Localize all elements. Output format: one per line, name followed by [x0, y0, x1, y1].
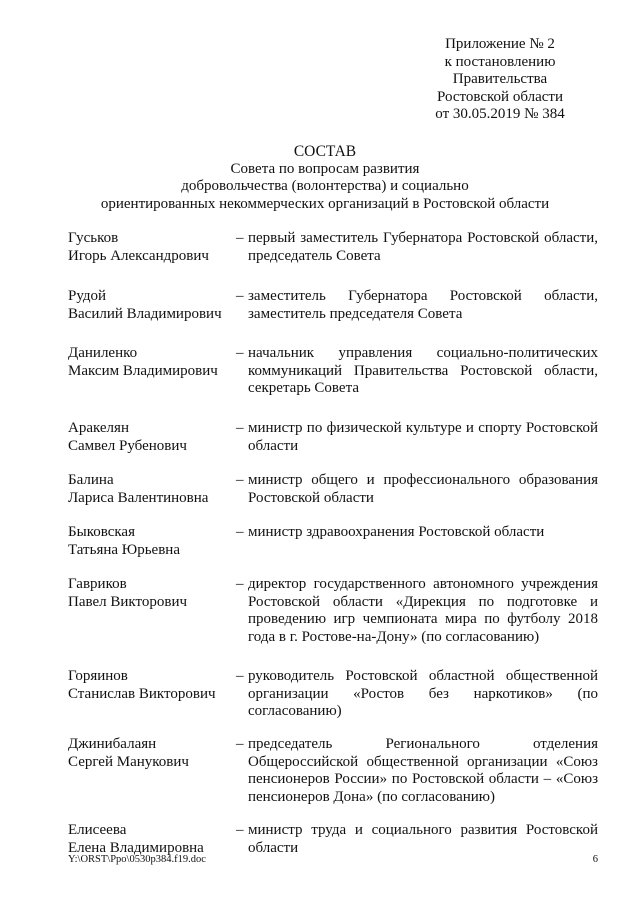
member-entry — [68, 230, 598, 288]
annex-line: Правительства — [452, 71, 548, 87]
member-entry — [68, 524, 598, 576]
annex-block — [425, 36, 575, 124]
member-given-name: Игорь Александрович — [68, 247, 209, 264]
dash: – — [236, 668, 244, 684]
dash: – — [236, 288, 244, 304]
document-title: СОСТАВ — [293, 143, 357, 160]
member-role: заместитель Губернатора Ростовской области, заместитель председателя Совета — [248, 288, 598, 322]
member-given-name: Самвел Рубенович — [68, 437, 187, 454]
member-given-name: Василий Владимирович — [68, 305, 222, 322]
dash: – — [236, 345, 244, 361]
member-role: министр общего и профессионального образования Ростовской области — [248, 472, 598, 506]
member-given-name: Максим Владимирович — [68, 362, 218, 379]
annex-line: к постановлению — [444, 53, 556, 70]
member-role: директор государственного автономного учреждения Ростовской области «Дирекция по подготовке и проведению игр чемпионата мира по футболу 2018 года в г. Ростове-на-Дону» (по согласованию) — [248, 576, 598, 645]
member-given-name: Сергей Манукович — [68, 753, 189, 770]
heading-line: ориентированных некоммерческих организаций в Ростовской области — [100, 195, 550, 212]
member-entry — [68, 288, 598, 345]
member-given-name: Станислав Викторович — [68, 685, 216, 702]
member-role: министр по физической культуре и спорту Ростовской области — [248, 420, 598, 454]
member-entry — [68, 420, 598, 472]
member-name — [68, 668, 233, 703]
member-given-name: Елена Владимировна — [68, 839, 204, 856]
member-name — [68, 576, 233, 611]
member-name — [68, 288, 233, 323]
dash: – — [236, 822, 244, 838]
member-entry — [68, 345, 598, 420]
member-name — [68, 472, 233, 507]
document-heading — [60, 143, 590, 213]
annex-line: Приложение № 2 — [445, 36, 555, 52]
member-role: министр труда и социального развития Ростовской области — [248, 822, 598, 856]
member-name — [68, 420, 233, 455]
member-surname: Горяинов — [68, 668, 128, 684]
member-surname: Джинибалаян — [68, 736, 157, 752]
member-given-name: Павел Викторович — [68, 593, 188, 610]
member-role: председатель Регионального отделения Общероссийской общественной организации «Союз пенсионеров России» по Ростовской области – «Союз пенсионеров Дона» (по согласованию) — [248, 736, 598, 805]
member-surname: Балина — [68, 472, 114, 488]
dash: – — [236, 576, 244, 592]
page-number: 6 — [592, 854, 598, 865]
member-entry — [68, 576, 598, 668]
member-surname: Рудой — [68, 288, 107, 304]
member-surname: Гуськов — [68, 230, 119, 246]
page-footer — [68, 854, 598, 865]
member-name — [68, 822, 233, 857]
heading-line: добровольчества (волонтерства) и социально — [181, 178, 469, 194]
member-name — [68, 524, 233, 559]
member-given-name: Лариса Валентиновна — [68, 489, 209, 506]
member-name — [68, 736, 233, 771]
member-surname: Даниленко — [68, 345, 138, 361]
member-role: начальник управления социально-политических коммуникаций Правительства Ростовской области, секретарь Совета — [248, 345, 598, 396]
member-surname: Елисеева — [68, 822, 127, 838]
dash: – — [236, 420, 244, 436]
member-entry — [68, 736, 598, 822]
dash: – — [236, 472, 244, 488]
member-role: министр здравоохранения Ростовской области — [248, 524, 545, 540]
member-surname: Гавриков — [68, 576, 127, 592]
members-list — [68, 230, 598, 862]
member-surname: Аракелян — [68, 420, 129, 436]
member-entry — [68, 472, 598, 524]
member-surname: Быковская — [68, 524, 135, 540]
member-given-name: Татьяна Юрьевна — [68, 541, 180, 558]
annex-line: Ростовской области — [437, 88, 563, 105]
member-name — [68, 345, 233, 380]
member-entry — [68, 668, 598, 736]
dash: – — [236, 230, 244, 246]
file-path: Y:\ORST\Ppo\0530p384.f19.doc — [68, 854, 206, 865]
heading-line: Совета по вопросам развития — [230, 160, 420, 177]
member-name — [68, 230, 233, 265]
dash: – — [236, 736, 244, 752]
dash: – — [236, 524, 244, 540]
member-role: первый заместитель Губернатора Ростовской области, председатель Совета — [248, 230, 598, 264]
annex-line: от 30.05.2019 № 384 — [435, 106, 565, 122]
member-role: руководитель Ростовской областной общественной организации «Ростов без наркотиков» (по согласованию) — [248, 668, 598, 719]
